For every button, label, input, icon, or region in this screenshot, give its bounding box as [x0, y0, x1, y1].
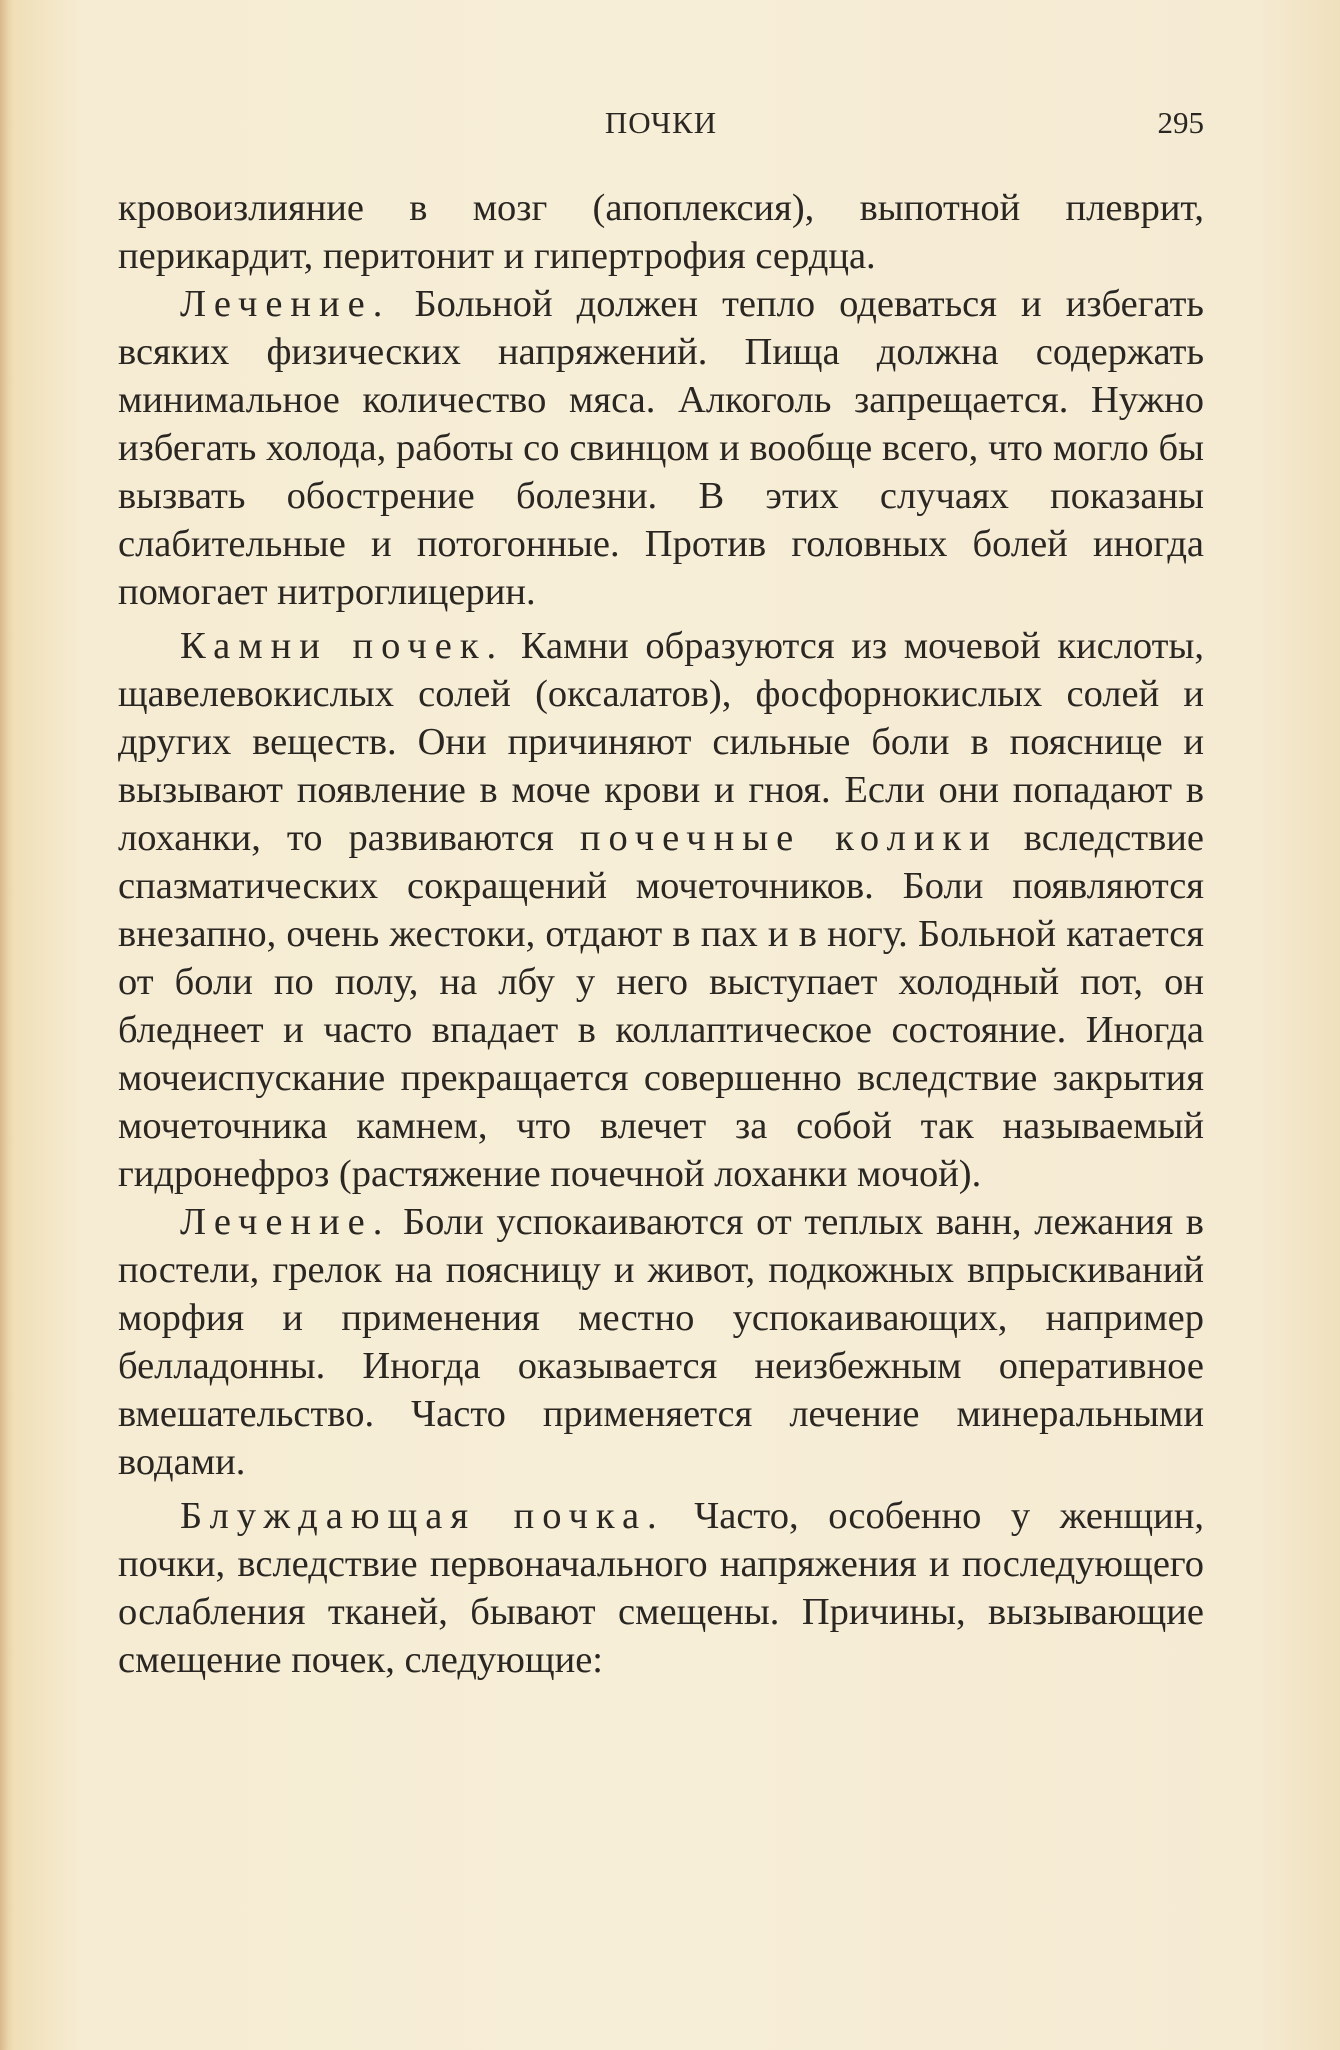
- page-number: 295: [1157, 105, 1204, 140]
- page-edge-shadow: [0, 0, 14, 2050]
- paragraph-kidney-stones: [118, 622, 1204, 1198]
- page-header: [118, 100, 1204, 146]
- emphasis-renal-colic: почечные колики: [579, 817, 998, 859]
- paragraph-text: вследствие спазматических сокращений мочеточников. Боли появляются внезапно, очень жестоки, отдают в пах и в ногу. Больной катается от боли по полу, на лбу у него выступает холодный пот, он бледнеет и часто впадает в коллаптическое состояние. Иногда мочеиспускание прекращается совершенно вследствие закрытия мочеточника камнем, что влечет за собой так называемый гидронефроз (растяжение почечной лоханки мочой).: [118, 817, 1204, 1195]
- paragraph-text: Больной должен тепло одеваться и избегать всяких физических напряжений. Пища должна содержать минимальное количество мяса. Алкоголь запрещается. Нужно избегать холода, работы со свинцом и вообще всего, что могло бы вызвать обострение болезни. В этих случаях показаны слабительные и потогонные. Против головных болей иногда помогает нитроглицерин.: [118, 283, 1204, 613]
- paragraph-treatment-nephritis: [118, 280, 1204, 616]
- paragraph-text: кровоизлияние в мозг (апоплексия), выпотной плеврит, перикардит, перитонит и гипертрофия сердца.: [118, 187, 1204, 277]
- section-lead-treatment: Лечение.: [180, 283, 391, 325]
- paragraph-text: Боли успокаиваются от теплых ванн, лежания в постели, грелок на поясницу и живот, подкожных впрыскиваний морфия и применения местно успокаивающих, например белладонны. Иногда оказывается неизбежным оперативное вмешательство. Часто применяется лечение минеральными водами.: [118, 1201, 1204, 1483]
- section-lead-kidney-stones: Камни почек.: [180, 625, 505, 667]
- section-lead-treatment: Лечение.: [180, 1201, 391, 1243]
- paragraph-text: Часто, особенно у женщин, почки, вследствие первоначального напряжения и последующего ослабления тканей, бывают смещены. Причины, вызывающие смещение почек, следующие:: [118, 1495, 1205, 1681]
- paragraph-floating-kidney: [118, 1492, 1204, 1684]
- running-title: ПОЧКИ: [604, 105, 718, 140]
- section-lead-floating-kidney: Блуждающая почка.: [180, 1495, 665, 1537]
- paragraph-text: Камни образуются из мочевой кислоты, щавелевокислых солей (оксалатов), фосфорнокислых солей и других веществ. Они причиняют сильные боли в пояснице и вызывают появление в моче крови и гноя. Если они попадают в лоханки, то развиваются: [118, 625, 1204, 859]
- paragraph-continuation: [118, 184, 1204, 280]
- page-body: [118, 184, 1204, 1684]
- paragraph-treatment-stones: [118, 1198, 1204, 1486]
